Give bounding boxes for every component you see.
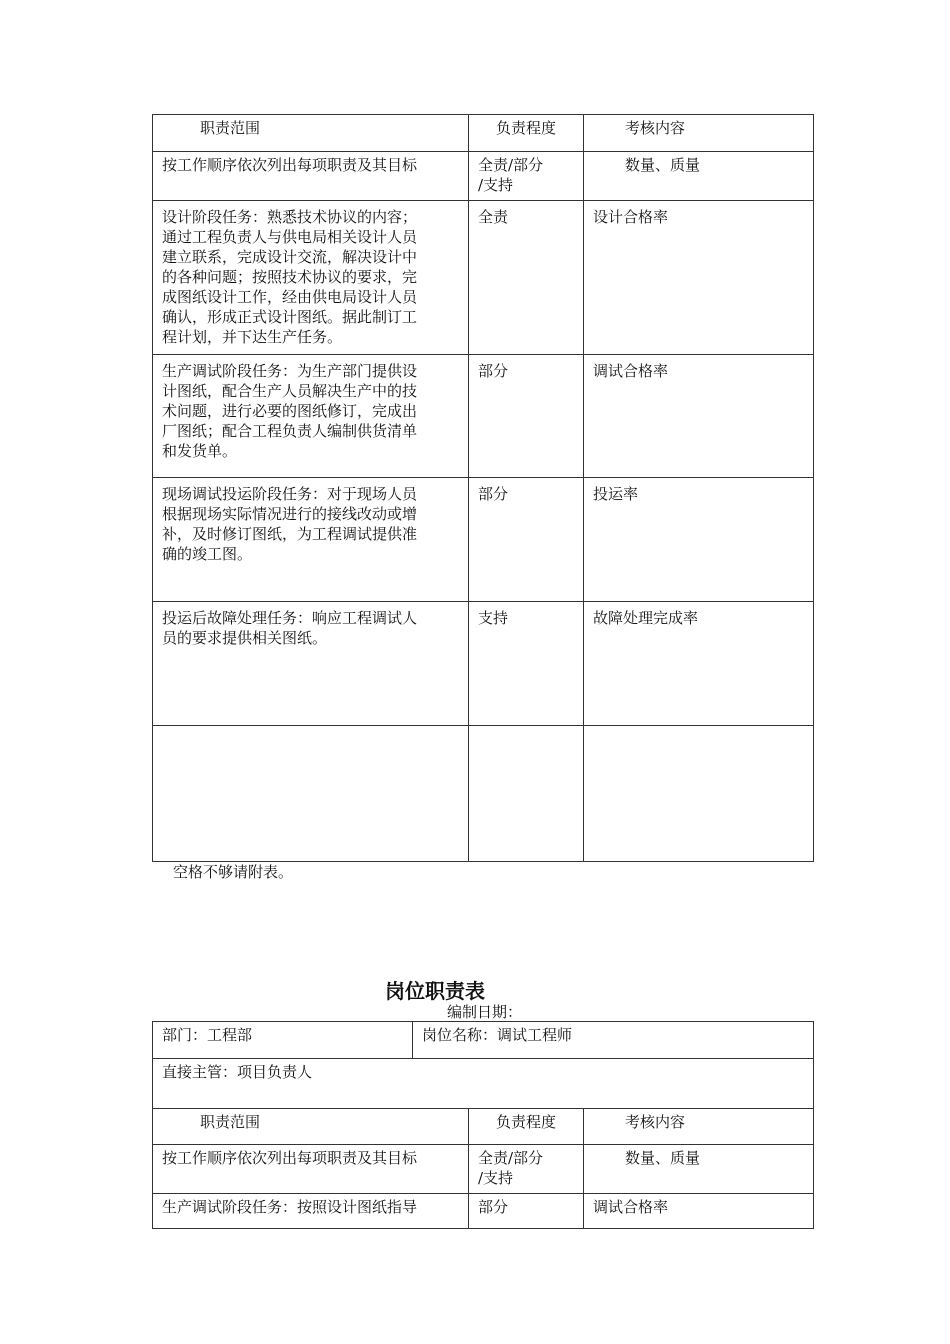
page-title: 岗位职责表 [385,979,485,1003]
position-field: 岗位名称：调试工程师 [413,1022,814,1059]
table-row [153,201,814,355]
supervisor-field: 直接主管：项目负责人 [153,1059,814,1109]
row-assess: 调试合格率 [584,1194,814,1229]
row-scope: 生产调试阶段任务：为生产部门提供设 计图纸，配合生产人员解决生产中的技 术问题，进行必要的图纸修订，完成出 厂图纸；配合工程负责人编制供货清单 和发货单。 [153,355,469,478]
header-assess: 考核内容 [584,115,814,152]
row-scope [153,726,469,862]
subheader-scope: 按工作顺序依次列出每项职责及其目标 [153,1145,469,1194]
row-degree: 部分 [469,355,584,478]
row-degree [469,726,584,862]
row-scope: 生产调试阶段任务：按照设计图纸指导 [153,1194,469,1229]
table-subheader-row [153,152,814,201]
date-label: 编制日期： [447,1003,523,1021]
header-scope: 职责范围 [153,1109,469,1145]
subheader-degree: 全责/部分 /支持 [469,152,584,201]
row-assess: 设计合格率 [584,201,814,355]
subheader-scope: 按工作顺序依次列出每项职责及其目标 [153,152,469,201]
row-degree: 全责 [469,201,584,355]
table-header-row [153,1109,814,1145]
row-assess [584,726,814,862]
table-row-empty [153,726,814,862]
row-assess: 故障处理完成率 [584,602,814,726]
row-scope: 现场调试投运阶段任务：对于现场人员 根据现场实际情况进行的接线改动或增 补，及时修订图纸，为工程调试提供准 确的竣工图。 [153,478,469,602]
table-row [153,602,814,726]
row-scope: 设计阶段任务：熟悉技术协议的内容； 通过工程负责人与供电局相关设计人员 建立联系，完成设计交流，解决设计中 的各种问题；按照技术协议的要求，完 成图纸设计工作，经由供电局设计人员 确认，形成正式设计图纸。据此制订工 程计划，并下达生产任务。 [153,201,469,355]
table-header-row [153,115,814,152]
subheader-assess: 数量、质量 [584,152,814,201]
supervisor-row [153,1059,814,1109]
responsibility-table [152,114,814,862]
header-scope: 职责范围 [153,115,469,152]
job-form-table [152,1021,814,1229]
table-row [153,1194,814,1229]
row-degree: 部分 [469,478,584,602]
department-field: 部门：工程部 [153,1022,413,1059]
table-subheader-row [153,1145,814,1194]
table-row [153,355,814,478]
row-degree: 支持 [469,602,584,726]
info-row [153,1022,814,1059]
row-degree: 部分 [469,1194,584,1229]
header-degree: 负责程度 [469,115,584,152]
header-degree: 负责程度 [469,1109,584,1145]
table-row [153,478,814,602]
footnote: 空格不够请附表。 [173,863,294,881]
row-assess: 调试合格率 [584,355,814,478]
row-scope: 投运后故障处理任务：响应工程调试人 员的要求提供相关图纸。 [153,602,469,726]
subheader-assess: 数量、质量 [584,1145,814,1194]
header-assess: 考核内容 [584,1109,814,1145]
subheader-degree: 全责/部分 /支持 [469,1145,584,1194]
row-assess: 投运率 [584,478,814,602]
